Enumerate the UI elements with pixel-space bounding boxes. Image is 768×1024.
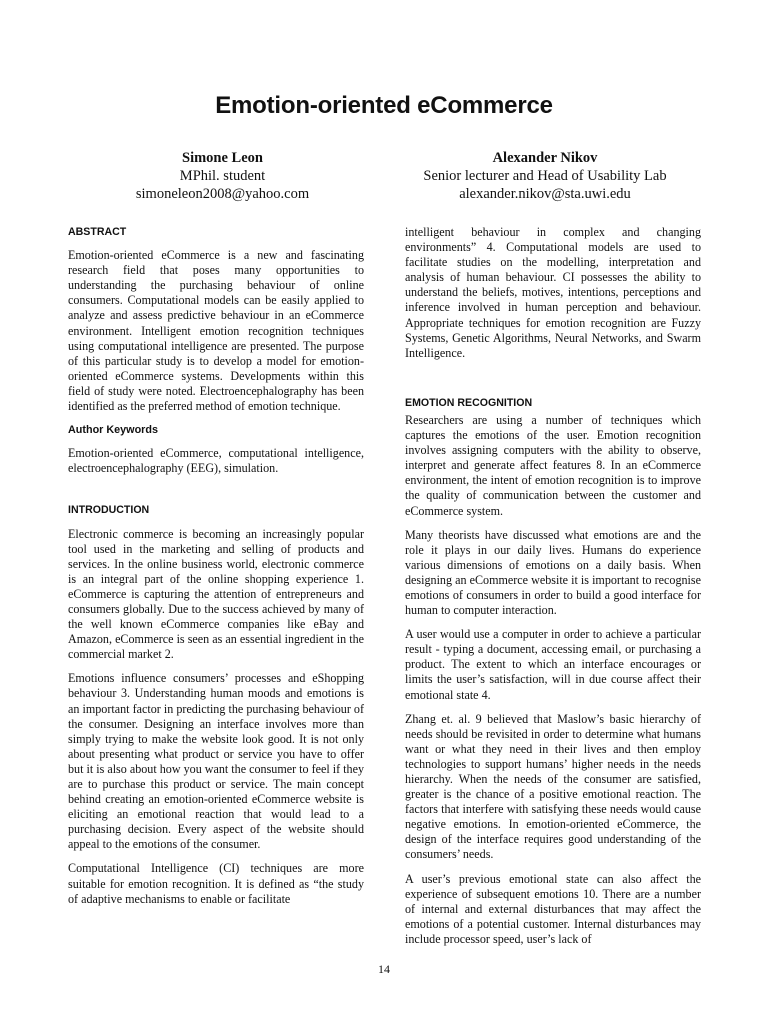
intro-paragraph: Electronic commerce is becoming an increasingly popular tool used in the marketing and selling of products and services. In the online business world, electronic commerce is an integral part of the online shopping experience 1. eCommerce is capturing the attention of entrepreneurs and consumers globally. Due to the success achieved by many of the well known eCommerce companies like eBay and Amazon, eCommerce is seen as an essential ingredient in the commercial market 2. xyxy=(68,526,364,662)
right-column xyxy=(405,225,701,956)
emotion-recognition-heading: EMOTION RECOGNITION xyxy=(405,396,533,409)
abstract-heading: ABSTRACT xyxy=(68,226,127,238)
left-column xyxy=(68,225,364,916)
intro-paragraph: Computational Intelligence (CI) techniques are more suitable for emotion recognition. It is defined as “the study of adaptive mechanisms to enable or facilitate xyxy=(68,861,364,906)
section-paragraph: A user’s previous emotional state can also affect the experience of subsequent emotions 10. There are a number of internal and external disturbances that may affect the emotions of a potential customer. Internal disturbances may include processor speed, user’s lack of xyxy=(405,871,701,946)
section-paragraph: A user would use a computer in order to achieve a particular result - typing a document, accessing email, or purchasing a product. The extent to which an interface encourages or limits the user’s satisfaction, will in due course affect their emotional state 4. xyxy=(405,627,701,702)
author-name: Alexander Nikov xyxy=(492,150,598,166)
author-name: Simone Leon xyxy=(182,150,263,166)
author-block-1 xyxy=(110,149,335,203)
section-paragraph: Researchers are using a number of techniques which captures the emotions of the user. Emotion recognition involves assigning computers with the ability to observe, interpret and generate affect features 8. In an eCommerce environment, the intent of emotion recognition is to improve the quality of communication between the customer and eCommerce system. xyxy=(405,412,701,518)
paper-title: Emotion-oriented eCommerce xyxy=(215,92,553,119)
keywords-text: Emotion-oriented eCommerce, computational intelligence, electroencephalography (EEG), simulation. xyxy=(68,446,364,476)
keywords-heading: Author Keywords xyxy=(68,424,158,437)
author-block-2 xyxy=(385,149,705,203)
introduction-heading: INTRODUCTION xyxy=(68,504,150,517)
author-email: simoneleon2008@yahoo.com xyxy=(135,186,310,202)
author-role: Senior lecturer and Head of Usability Lab xyxy=(423,168,667,184)
section-paragraph: Many theorists have discussed what emotions are and the role it plays in our daily lives. Humans do experience various dimensions of emotions on a daily basis. When designing an eCommerce website it is important to recognise emotions of consumers in order to build a good interface for human to computer interaction. xyxy=(405,527,701,618)
intro-paragraph: Emotions influence consumers’ processes and eShopping behaviour 3. Understanding human moods and emotions is an important factor in predicting the purchasing behaviour of the consumer. Designing an interface involves more than simply trying to make the website look good. It is not only about presenting what product or service you have to offer but it is also about how you want the consumer to feel if they are to purchase this product or service. The main concept behind creating an emotion-oriented eCommerce website is eliciting an emotional reaction that would lead to a purchasing decision. Every aspect of the website should appeal to the emotions of the consumer. xyxy=(68,671,364,852)
page-number: 14 xyxy=(378,962,390,976)
abstract-text: Emotion-oriented eCommerce is a new and fascinating research field that poses many opportunities to understanding the purchasing behaviour of online consumers. Computational models can be easily applied to analyze and assess predictive behaviour in an eCommerce environment. Intelligent emotion recognition techniques using computational intelligence are presented. The purpose of this particular study is to develop a model for emotion-oriented eCommerce systems. Developments within this field of study were noted. Electroencephalography has been identified as the preferred method of emotion technique. xyxy=(68,248,364,414)
continued-paragraph: intelligent behaviour in complex and changing environments” 4. Computational models are used to facilitate studies on the modelling, interpretation and analysis of human behaviour. CI possesses the ability to understand the beliefs, motives, intentions, perceptions and inference involved in human perception and behaviour. Appropriate techniques for emotion recognition are Fuzzy Systems, Genetic Algorithms, Neural Networks, and Swarm Intelligence. xyxy=(405,225,701,360)
author-email: alexander.nikov@sta.uwi.edu xyxy=(459,186,631,202)
section-paragraph: Zhang et. al. 9 believed that Maslow’s basic hierarchy of needs should be revisited in order to determine what humans want or what they need in their lives and then employ technologies to support humans’ higher needs in the needs hierarchy. When the needs of the consumer are satisfied, greater is the chance of a positive emotional reaction. The factors that interfere with satisfying these needs would cause negative emotions. In emotion-oriented eCommerce, the design of the interface requires good understanding of the consumers’ needs. xyxy=(405,711,701,862)
author-role: MPhil. student xyxy=(179,168,266,184)
